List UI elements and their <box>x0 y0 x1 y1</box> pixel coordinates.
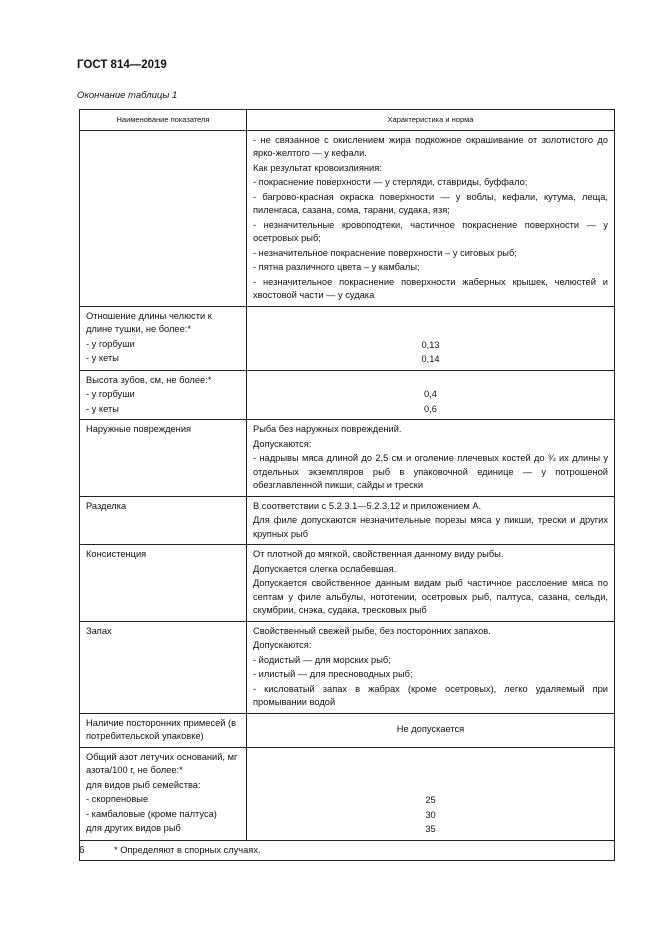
line: Как результат кровоизлияния: <box>253 162 382 173</box>
line: - кисловатый запах в жабрах (кроме осетровых), легко удаляемый при промывании водой <box>253 683 608 707</box>
indicator-item: - у кеты <box>86 403 119 414</box>
indicator-item: - у горбуши <box>86 389 135 399</box>
table-row <box>80 370 615 420</box>
line: - багрово-красная окраска поверхности — у воблы, кефали, кутума, леща, пиленгаса, сазана, сома, тарани, судака, язя; <box>253 191 608 215</box>
line: - пятна различного цвета – у камбалы; <box>253 262 420 272</box>
page-number: 6 <box>79 845 85 856</box>
line: - незначительное покраснение поверхности жаберных крышек, челюстей и хвостовой части — у судака <box>253 276 608 300</box>
document-title: ГОСТ 814—2019 <box>77 59 167 71</box>
cell-characteristic <box>247 420 615 497</box>
line: Допускаются: <box>253 640 312 650</box>
cell-characteristic <box>247 306 615 370</box>
line: Для филе допускаются незначительные порезы мяса у пикши, трески и других крупных рыб <box>253 515 608 539</box>
cell-indicator <box>80 370 247 420</box>
indicator-item: - у горбуши <box>86 338 135 349</box>
line: Свойственный свежей рыбе, без посторонних запахов. <box>253 625 491 636</box>
footnote-row <box>80 840 615 861</box>
line: Допускается свойственное данным видам рыб частичное расслоение мяса по септам у филе альбулы, нототении, осетровых рыб, палтуса, сазана, сельди, скумбрии, снэка, судака, тресковых рыб <box>253 578 608 615</box>
cell-characteristic <box>247 130 615 306</box>
cell-characteristic <box>247 621 615 713</box>
header-indicator: Наименование показателя <box>80 110 247 131</box>
norm-value: 30 <box>425 809 436 820</box>
cell-indicator: Консистенция <box>80 545 247 622</box>
line: От плотной до мягкой, свойственная данному виду рыбы. <box>253 549 504 559</box>
cell-characteristic <box>247 747 615 840</box>
line: - надрывы мяса длиной до 2,5 см и оголение плечевых костей до ¾ их длины у отдельных экземпляров рыб в упаковочной единице — у потрошеной обезглавленной пикши, сайды и трески <box>253 453 608 490</box>
line: - не связанное с окислением жира подкожное окрашивание от золотистого до ярко-желтого — у кефали. <box>253 134 608 158</box>
cell-indicator: Запах <box>80 621 247 713</box>
cell-characteristic <box>247 370 615 420</box>
table-header-row <box>80 110 615 131</box>
norm-value: 35 <box>425 824 436 834</box>
norm-value: 0,4 <box>424 389 437 399</box>
indicator-item: - скорпеновые <box>86 794 149 804</box>
indicator-name: Высота зубов, см, не более:* <box>86 374 212 385</box>
line: Допускаются: <box>253 438 312 449</box>
indicator-name: Отношение длины челюсти к длине тушки, не более:* <box>86 310 212 334</box>
indicator-item: для других видов рыб <box>86 823 181 833</box>
table-row <box>80 496 615 545</box>
table-row <box>80 306 615 370</box>
line: - незначительные кровоподтеки, частичное покраснение поверхности — у осетровых рыб; <box>253 219 608 243</box>
cell-characteristic: Не допускается <box>247 713 615 747</box>
norm-value: 0,14 <box>421 354 440 364</box>
table-row <box>80 130 615 306</box>
cell-indicator <box>80 130 247 306</box>
line: - йодистый — для морских рыб; <box>253 654 391 665</box>
indicator-sub: для видов рыб семейства: <box>86 779 201 790</box>
norm-value: 25 <box>425 795 436 805</box>
cell-characteristic <box>247 545 615 622</box>
indicator-name: Общий азот летучих оснований, мг азота/100 г, не более:* <box>86 751 238 775</box>
cell-indicator: Разделка <box>80 496 247 545</box>
cell-indicator: Наличие посторонних примесей (в потребительской упаковке) <box>80 713 247 747</box>
table-caption: Окончание таблицы 1 <box>77 90 178 101</box>
indicator-item: - камбаловые (кроме палтуса) <box>86 808 217 819</box>
indicator-item: - у кеты <box>86 353 119 363</box>
cell-indicator <box>80 306 247 370</box>
cell-indicator: Наружные повреждения <box>80 420 247 497</box>
footnote: * Определяют в спорных случаях. <box>80 840 615 861</box>
norm-value: 0,13 <box>421 339 440 350</box>
table-row <box>80 545 615 622</box>
table-row <box>80 713 615 747</box>
line: - незначительное покраснение поверхности – у сиговых рыб; <box>253 247 517 258</box>
table-row <box>80 747 615 840</box>
line: - покраснение поверхности — у стерляди, ставриды, буффало; <box>253 177 528 187</box>
cell-characteristic <box>247 496 615 545</box>
table-row <box>80 420 615 497</box>
line: Допускается слегка ослабевшая. <box>253 563 397 574</box>
header-characteristic: Характеристика и норма <box>247 110 615 131</box>
norm-value: 0,6 <box>424 403 437 414</box>
line: Рыба без наружных повреждений. <box>253 424 402 434</box>
line: - илистый — для пресноводных рыб; <box>253 669 413 679</box>
line: В соответствии с 5.2.3.1—5.2.3.12 и приложением А. <box>253 500 482 511</box>
table-row <box>80 621 615 713</box>
cell-indicator <box>80 747 247 840</box>
spec-table <box>79 109 615 861</box>
